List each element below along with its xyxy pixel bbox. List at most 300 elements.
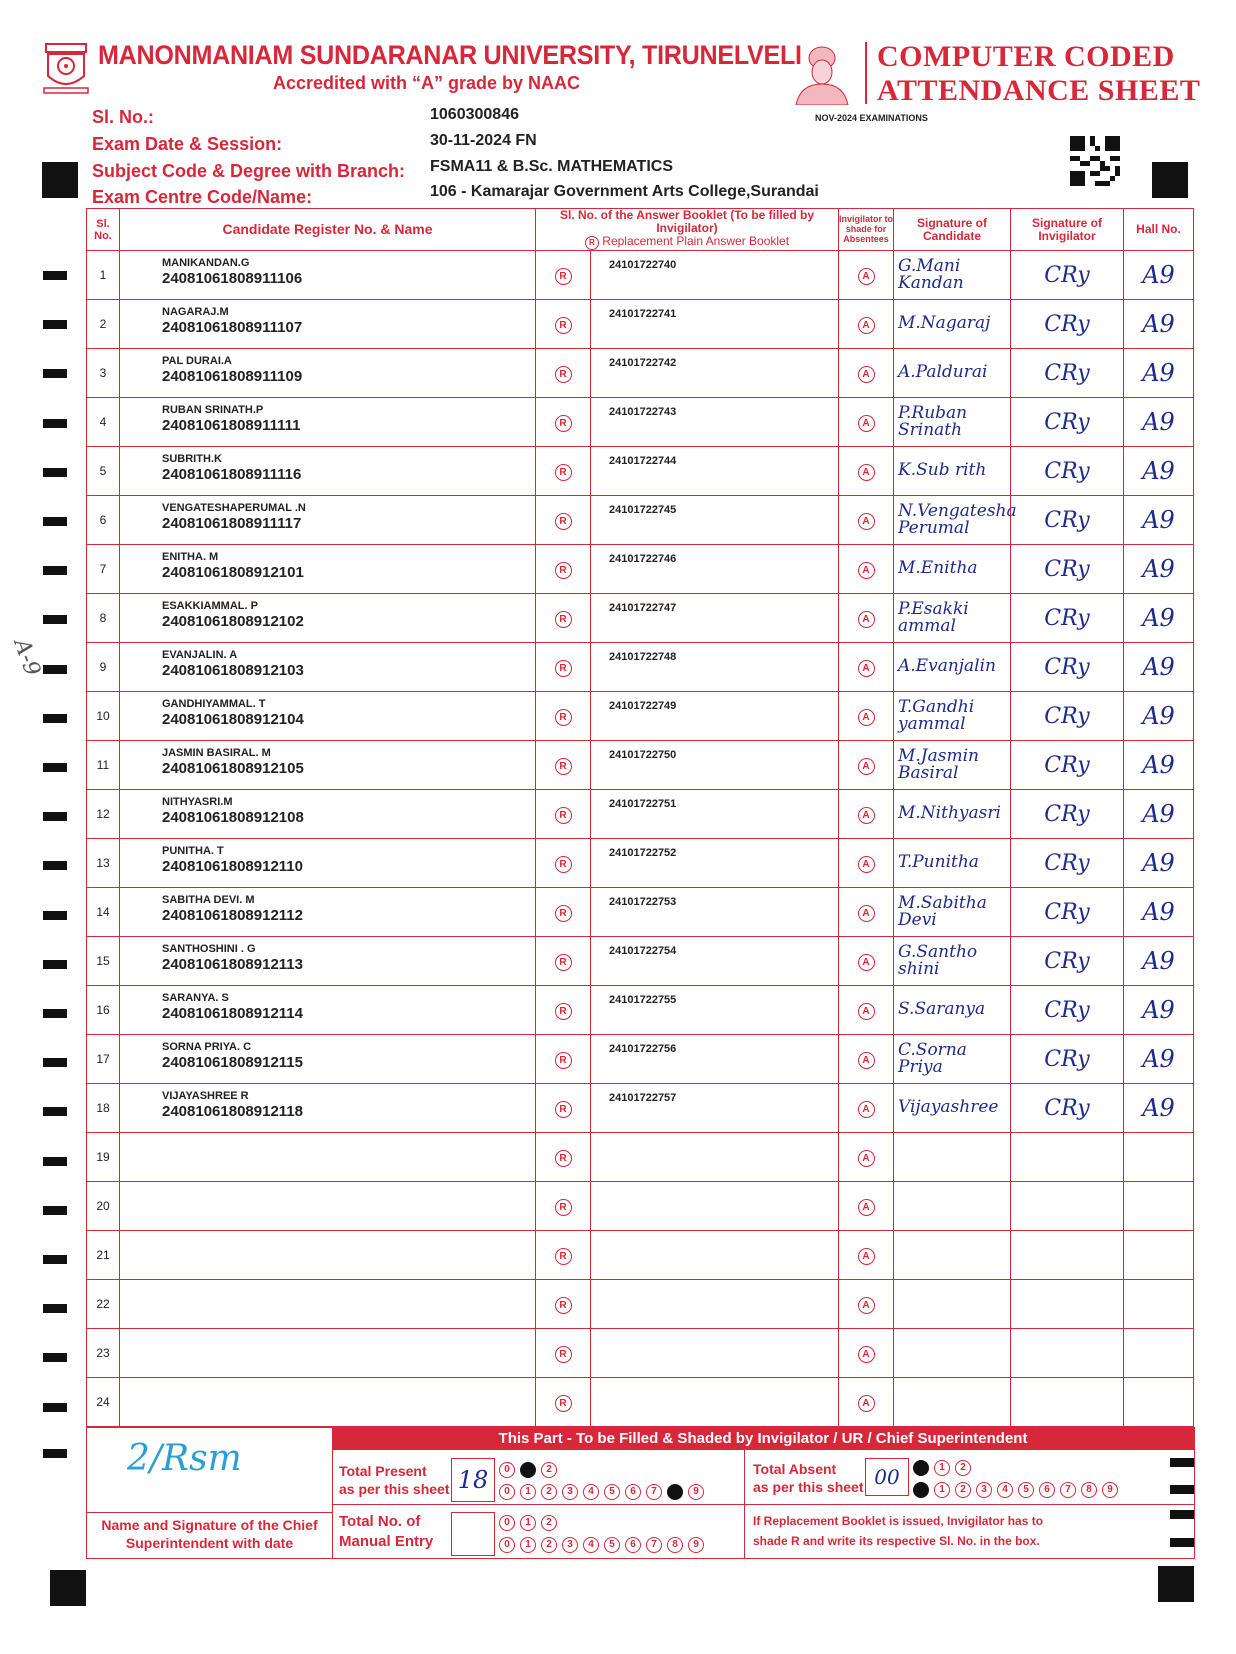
replacement-cell [536,643,591,692]
absentee-bubble[interactable]: A [858,709,875,726]
invigilator-cell [1011,447,1124,496]
candidate-cell [120,1280,536,1329]
replacement-bubble-legend: R [585,236,599,250]
candidate-signature [894,1182,1011,1231]
invigilator-signature: CRy [1044,850,1090,876]
candidate-cell [120,643,536,692]
booklet-cell [591,1084,839,1133]
absentee-bubble[interactable]: A [858,856,875,873]
replacement-cell [536,790,591,839]
replacement-cell [536,594,591,643]
invigilator-cell [1011,251,1124,300]
row-sl: 13 [87,839,120,888]
replacement-bubble[interactable]: R [555,611,572,628]
booklet-cell [591,741,839,790]
sl-no-value: 1060300846 [430,106,519,123]
chief-signature: 2/Rsm [127,1438,242,1479]
invigilator-signature: CRy [1044,899,1090,925]
timing-marker [43,1157,67,1166]
timing-marker [43,1058,67,1067]
replacement-cell [536,398,591,447]
attendance-table [86,208,1194,1427]
register-number: 24081061808912102 [162,613,304,631]
row-sl: 16 [87,986,120,1035]
booklet-cell [591,986,839,1035]
booklet-cell [591,447,839,496]
candidate-signature: M.Nithyasri [894,790,1011,839]
col-candidate: Candidate Register No. & Name [120,209,536,251]
replacement-bubble[interactable]: R [555,464,572,481]
table-row [87,741,1194,790]
absentee-bubble[interactable]: A [858,1199,875,1216]
row-sl: 9 [87,643,120,692]
row-sl: 17 [87,1035,120,1084]
hall-number: A9 [1124,1084,1194,1133]
replacement-cell [536,1133,591,1182]
col-booklet [536,209,839,251]
candidate-name: PUNITHA. T [162,845,224,858]
register-number: 24081061808911106 [162,270,303,288]
table-row [87,349,1194,398]
replacement-bubble[interactable]: R [555,1297,572,1314]
booklet-cell [591,398,839,447]
row-sl: 5 [87,447,120,496]
subject-label: Subject Code & Degree with Branch: [92,161,406,181]
absentee-cell [839,545,894,594]
replacement-cell [536,741,591,790]
booklet-number: 24101722743 [609,406,677,419]
timing-marker [43,911,67,920]
sl-no-label: Sl. No.: [92,107,154,127]
candidate-name: RUBAN SRINATH.P [162,404,264,417]
booklet-number: 24101722740 [609,259,677,272]
booklet-cell [591,1329,839,1378]
hall-number: A9 [1124,839,1194,888]
absentee-bubble[interactable]: A [858,268,875,285]
hall-number: A9 [1124,888,1194,937]
candidate-signature: M.Jasmin Basiral [894,741,1011,790]
invigilator-cell [1011,839,1124,888]
booklet-number: 24101722757 [609,1092,677,1105]
row-sl: 10 [87,692,120,741]
replacement-bubble[interactable]: R [555,1052,572,1069]
replacement-bubble[interactable]: R [555,366,572,383]
absentee-bubble[interactable]: A [858,905,875,922]
invigilator-cell [1011,1035,1124,1084]
col-sig-invigilator: Signature of Invigilator [1011,209,1124,251]
booklet-number: 24101722741 [609,308,677,321]
candidate-signature: M.Enitha [894,545,1011,594]
replacement-bubble[interactable]: R [555,1101,572,1118]
candidate-signature: M.Nagaraj [894,300,1011,349]
replacement-bubble[interactable]: R [555,1003,572,1020]
hall-number: A9 [1124,251,1194,300]
absentee-bubble[interactable]: A [858,464,875,481]
register-number: 24081061808912112 [162,907,303,925]
invigilator-cell [1011,986,1124,1035]
candidate-name: JASMIN BASIRAL. M [162,747,271,760]
booklet-number: 24101722754 [609,945,677,958]
present-label-2: as per this sheet [339,1481,450,1497]
col-hall: Hall No. [1124,209,1194,251]
timing-marker [43,1403,67,1412]
candidate-signature [894,1231,1011,1280]
candidate-cell [120,300,536,349]
replacement-cell [536,1084,591,1133]
replacement-cell [536,1182,591,1231]
invigilator-signature: CRy [1044,605,1090,631]
timing-marker [43,714,67,723]
replacement-note-1: If Replacement Booklet is issued, Invigilator has to [753,1514,1044,1528]
candidate-name: SARANYA. S [162,992,229,1005]
booklet-cell [591,1133,839,1182]
corner-marker [50,1570,86,1606]
footer-panel [86,1427,1195,1559]
corner-marker [1152,162,1188,198]
absentee-cell [839,447,894,496]
replacement-bubble[interactable]: R [555,856,572,873]
replacement-bubble[interactable]: R [555,1346,572,1363]
booklet-number: 24101722747 [609,602,677,615]
register-number: 24081061808912103 [162,662,304,680]
timing-marker [43,369,67,378]
university-name: MANONMANIAM SUNDARANAR UNIVERSITY, TIRUNELVELI [98,40,802,70]
candidate-signature [894,1378,1011,1427]
absentee-bubble[interactable]: A [858,562,875,579]
replacement-cell [536,300,591,349]
booklet-cell [591,692,839,741]
replacement-cell [536,447,591,496]
timing-marker [43,1353,67,1362]
col-booklet-title: Sl. No. of the Answer Booklet (To be filled by Invigilator) [559,208,814,236]
booklet-cell [591,300,839,349]
table-row [87,447,1194,496]
row-sl: 14 [87,888,120,937]
row-sl: 2 [87,300,120,349]
absentee-bubble[interactable]: A [858,1297,875,1314]
absent-box[interactable]: 00 [865,1458,909,1496]
hall-number: A9 [1124,937,1194,986]
booklet-cell [591,888,839,937]
candidate-signature: A.Evanjalin [894,643,1011,692]
invigilator-signature: CRy [1044,556,1090,582]
replacement-bubble[interactable]: R [555,954,572,971]
hall-number: A9 [1124,349,1194,398]
sheet-title-line1: COMPUTER CODED [877,40,1175,73]
candidate-name: MANIKANDAN.G [162,257,250,270]
absentee-bubble[interactable]: A [858,317,875,334]
invigilator-signature: CRy [1044,458,1090,484]
booklet-number: 24101722755 [609,994,677,1007]
hall-number: A9 [1124,692,1194,741]
timing-marker [43,1449,67,1458]
invigilator-signature: CRy [1044,262,1090,288]
replacement-note-2: shade R and write its respective Sl. No. in the box. [753,1534,1040,1548]
absentee-bubble[interactable]: A [858,1395,875,1412]
absentee-cell [839,790,894,839]
corner-marker [1158,1566,1194,1602]
footer-band: This Part - To be Filled & Shaded by Invigilator / UR / Chief Superintendent [332,1428,1194,1450]
absentee-bubble[interactable]: A [858,1150,875,1167]
invigilator-signature: CRy [1044,1046,1090,1072]
absentee-cell [839,741,894,790]
booklet-cell [591,594,839,643]
present-tens-bubbles[interactable]: 0 1 2 [499,1459,562,1478]
booklet-cell [591,349,839,398]
absentee-cell [839,398,894,447]
timing-marker [43,665,67,674]
candidate-cell [120,447,536,496]
timing-marker [43,960,67,969]
hall-number [1124,1378,1194,1427]
absentee-bubble[interactable]: A [858,1346,875,1363]
timing-marker [43,763,67,772]
col-sig-candidate: Signature of Candidate [894,209,1011,251]
replacement-bubble[interactable]: R [555,562,572,579]
replacement-cell [536,888,591,937]
table-row [87,545,1194,594]
candidate-name: ESAKKIAMMAL. P [162,600,258,613]
candidate-signature [894,1280,1011,1329]
absentee-bubble[interactable]: A [858,1052,875,1069]
invigilator-cell [1011,741,1124,790]
candidate-signature: M.Sabitha Devi [894,888,1011,937]
header-divider [865,42,867,104]
register-number: 24081061808911107 [162,319,303,337]
absentee-cell [839,300,894,349]
row-sl: 23 [87,1329,120,1378]
absentee-bubble[interactable]: A [858,807,875,824]
replacement-bubble[interactable]: R [555,513,572,530]
register-number: 24081061808912105 [162,760,304,778]
booklet-number: 24101722748 [609,651,677,664]
col-booklet-sub [536,235,838,250]
register-number: 24081061808912113 [162,956,303,974]
booklet-number: 24101722742 [609,357,677,370]
hall-number: A9 [1124,545,1194,594]
replacement-bubble[interactable]: R [555,1150,572,1167]
candidate-cell [120,496,536,545]
candidate-name: SANTHOSHINI . G [162,943,256,956]
replacement-bubble[interactable]: R [555,1248,572,1265]
candidate-cell [120,692,536,741]
candidate-signature: C.Sorna Priya [894,1035,1011,1084]
replacement-cell [536,545,591,594]
absentee-cell [839,251,894,300]
absentee-bubble[interactable]: A [858,1248,875,1265]
replacement-bubble[interactable]: R [555,1199,572,1216]
register-number: 24081061808911117 [162,515,302,533]
absentee-cell [839,1280,894,1329]
absentee-cell [839,1378,894,1427]
sheet-title-line2: ATTENDANCE SHEET [877,74,1201,107]
booklet-cell [591,1280,839,1329]
hall-number [1124,1329,1194,1378]
booklet-number: 24101722752 [609,847,677,860]
candidate-cell [120,1084,536,1133]
candidate-signature: S.Saranya [894,986,1011,1035]
absentee-cell [839,496,894,545]
candidate-signature [894,1329,1011,1378]
candidate-cell [120,1133,536,1182]
candidate-cell [120,986,536,1035]
absentee-cell [839,692,894,741]
row-sl: 24 [87,1378,120,1427]
booklet-cell [591,251,839,300]
replacement-bubble[interactable]: R [555,905,572,922]
timing-marker [43,419,67,428]
table-header [87,209,1194,251]
table-row [87,1035,1194,1084]
timing-marker [43,1304,67,1313]
invigilator-signature: CRy [1044,801,1090,827]
timing-marker [43,1107,67,1116]
replacement-bubble[interactable]: R [555,317,572,334]
replacement-bubble[interactable]: R [555,268,572,285]
absentee-cell [839,349,894,398]
candidate-name: PAL DURAI.A [162,355,232,368]
replacement-cell [536,839,591,888]
row-sl: 8 [87,594,120,643]
register-number: 24081061808912118 [162,1103,303,1121]
manual-label-2: Manual Entry [339,1533,434,1550]
row-sl: 20 [87,1182,120,1231]
absentee-bubble[interactable]: A [858,1003,875,1020]
present-units-bubbles[interactable]: 0 1 2 3 4 5 6 7 8 9 [499,1481,709,1500]
absentee-bubble[interactable]: A [858,660,875,677]
candidate-cell [120,349,536,398]
booklet-cell [591,643,839,692]
qr-code [1070,136,1120,186]
present-box[interactable]: 18 [451,1458,495,1502]
register-number: 24081061808912108 [162,809,304,827]
candidate-signature: T.Punitha [894,839,1011,888]
replacement-bubble[interactable]: R [555,415,572,432]
replacement-bubble[interactable]: R [555,660,572,677]
invigilator-signature: CRy [1044,409,1090,435]
table-row [87,937,1194,986]
booklet-number: 24101722746 [609,553,677,566]
timing-marker [43,517,67,526]
candidate-cell [120,1231,536,1280]
absent-units-bubbles[interactable]: 0 1 2 3 4 5 6 7 8 9 [913,1479,1123,1498]
replacement-bubble[interactable]: R [555,709,572,726]
row-sl: 1 [87,251,120,300]
replacement-cell [536,1329,591,1378]
hall-number [1124,1182,1194,1231]
booklet-cell [591,839,839,888]
invigilator-signature: CRy [1044,948,1090,974]
col-sl: Sl. No. [87,209,120,251]
candidate-signature: Vijayashree [894,1084,1011,1133]
booklet-number: 24101722751 [609,798,677,811]
exam-date-value: 30-11-2024 FN [430,132,537,149]
invigilator-signature: CRy [1044,311,1090,337]
table-row [87,839,1194,888]
timing-marker [43,1255,67,1264]
manual-tens-bubbles[interactable]: 0 1 2 [499,1512,562,1531]
hall-number [1124,1133,1194,1182]
row-sl: 7 [87,545,120,594]
booklet-cell [591,790,839,839]
candidate-name: EVANJALIN. A [162,649,238,662]
invigilator-cell [1011,937,1124,986]
register-number: 24081061808911109 [162,368,303,386]
invigilator-cell [1011,398,1124,447]
hall-number: A9 [1124,594,1194,643]
invigilator-cell [1011,1280,1124,1329]
row-sl: 4 [87,398,120,447]
candidate-cell [120,1035,536,1084]
candidate-name: VIJAYASHREE R [162,1090,249,1103]
absentee-bubble[interactable]: A [858,366,875,383]
replacement-cell [536,1231,591,1280]
invigilator-cell [1011,1182,1124,1231]
row-sl: 18 [87,1084,120,1133]
candidate-signature: K.Sub rith [894,447,1011,496]
booklet-number: 24101722744 [609,455,677,468]
candidate-cell [120,251,536,300]
replacement-cell [536,692,591,741]
table-row [87,594,1194,643]
invigilator-signature: CRy [1044,752,1090,778]
candidate-signature: T.Gandhi yammal [894,692,1011,741]
absentee-cell [839,643,894,692]
founder-portrait [792,40,852,105]
absentee-bubble[interactable]: A [858,513,875,530]
manual-box[interactable] [451,1512,495,1556]
col-absentee: Invigilator to shade for Absentees [839,209,894,251]
table-row [87,643,1194,692]
invigilator-signature: CRy [1044,654,1090,680]
replacement-bubble[interactable]: R [555,758,572,775]
replacement-cell [536,1035,591,1084]
invigilator-signature: CRy [1044,507,1090,533]
absent-tens-bubbles[interactable]: 0 1 2 [913,1457,976,1476]
table-row [87,1182,1194,1231]
replacement-bubble[interactable]: R [555,807,572,824]
table-row [87,692,1194,741]
invigilator-cell [1011,594,1124,643]
timing-marker [43,1009,67,1018]
invigilator-cell [1011,643,1124,692]
invigilator-cell [1011,692,1124,741]
invigilator-signature: CRy [1044,997,1090,1023]
manual-label-1: Total No. of [339,1513,421,1530]
absentee-cell [839,888,894,937]
absentee-cell [839,1133,894,1182]
absentee-bubble[interactable]: A [858,415,875,432]
accreditation: Accredited with “A” grade by NAAC [273,73,581,93]
absentee-bubble[interactable]: A [858,1101,875,1118]
absentee-bubble[interactable]: A [858,954,875,971]
replacement-bubble[interactable]: R [555,1395,572,1412]
row-sl: 11 [87,741,120,790]
table-row [87,300,1194,349]
replacement-cell [536,937,591,986]
absentee-bubble[interactable]: A [858,758,875,775]
absentee-bubble[interactable]: A [858,611,875,628]
candidate-name: GANDHIYAMMAL. T [162,698,266,711]
candidate-name: NAGARAJ.M [162,306,229,319]
absentee-cell [839,937,894,986]
invigilator-cell [1011,1378,1124,1427]
register-number: 24081061808912101 [162,564,304,582]
candidate-name: SABITHA DEVI. M [162,894,255,907]
candidate-signature: P.Ruban Srinath [894,398,1011,447]
manual-units-bubbles[interactable]: 0 1 2 3 4 5 6 7 8 9 [499,1534,709,1553]
hall-number: A9 [1124,496,1194,545]
